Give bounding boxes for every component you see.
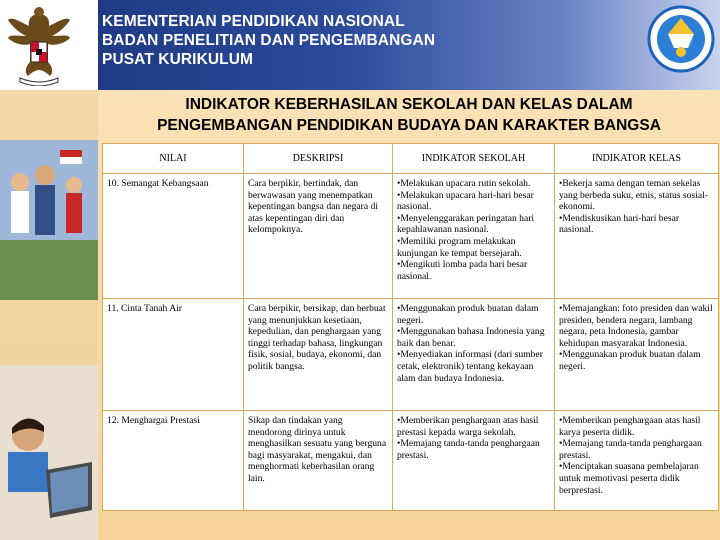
list-item: •Memajangkan: foto presiden dan wakil presiden, bendera negara, lambang negara, peta Indonesia, gambar kehidupan masyarakat Indonesia. (559, 303, 713, 349)
list-item: •Menciptakan suasana pembelajaran untuk memotivasi peserta didik berprestasi. (559, 461, 699, 496)
list-item: •Mendiskusikan hari-hari besar nasional. (559, 212, 680, 236)
list-item: •Menyediakan informasi (dari sumber cetak, elektronik) tentang kekayaan alam dan budaya Indonesia. (397, 349, 543, 384)
cell-deskripsi: Cara berpikir, bertindak, dan berwawasan yang menempatkan kepentingan bangsa dan negara di atas kepentingan diri dan kelompoknya. (244, 174, 393, 299)
list-item: •Mengikuti lomba pada hari besar nasional. (397, 259, 528, 282)
column-header-deskripsi: DESKRIPSI (244, 144, 393, 174)
table-row (103, 174, 719, 299)
list-item: •Melakukan upacara hari-hari besar nasional. (397, 189, 534, 213)
page-title-line-2: PENGEMBANGAN PENDIDIKAN BUDAYA DAN KARAKTER BANGSA (157, 117, 661, 134)
cell-indikator-kelas (555, 299, 719, 411)
header-line-ministry: KEMENTERIAN PENDIDIKAN NASIONAL (102, 13, 405, 30)
cell-indikator-kelas (555, 411, 719, 511)
list-item: •Menggunakan produk buatan dalam negeri. (559, 349, 701, 372)
cell-nilai: 10. Semangat Kebangsaan (103, 174, 244, 299)
decorative-photo-collage (0, 90, 98, 540)
list-item: •Menggunakan bahasa Indonesia yang baik dan benar. (397, 326, 545, 349)
cell-deskripsi: Cara berpikir, bersikap, dan berbuat yang menunjukkan kesetiaan, kepedulian, dan penghargaan yang tinggi terhadap bahasa, lingkungan fisik, sosial, budaya, ekonomi, dan politik bangsa. (244, 299, 393, 411)
cell-nilai: 12. Menghargai Prestasi (103, 411, 244, 511)
list-item: •Melakukan upacara rutin sekolah. (397, 178, 531, 189)
header-line-center: PUSAT KURIKULUM (102, 51, 254, 68)
list-item: •Bekerja sama dengan teman sekelas yang berbeda suku, etnis, status sosial-ekonomi. (559, 178, 708, 213)
cell-indikator-sekolah (393, 174, 555, 299)
list-item: •Memajang tanda-tanda penghargaan prestasi. (397, 438, 540, 461)
column-header-indikator-sekolah: INDIKATOR SEKOLAH (393, 144, 555, 174)
column-header-indikator-kelas: INDIKATOR KELAS (555, 144, 719, 174)
header-line-agency: BADAN PENELITIAN DAN PENGEMBANGAN (102, 32, 436, 49)
table-header-row (103, 144, 719, 174)
header-text (102, 12, 435, 69)
list-item: •Memajang tanda-tanda penghargaan prestasi. (559, 438, 702, 461)
list-item: •Menggunakan produk buatan dalam negeri. (397, 303, 539, 326)
cell-nilai: 11. Cinta Tanah Air (103, 299, 244, 411)
list-item: •Memberikan penghargaan atas hasil prestasi kepada warga sekolah. (397, 415, 539, 438)
garuda-emblem-icon (6, 4, 72, 86)
list-item: •Memiliki program melakukan kunjungan ke tempat bersejarah. (397, 235, 522, 259)
cell-indikator-sekolah (393, 411, 555, 511)
list-item: •Menyelenggarakan peringatan hari kepahlawanan nasional. (397, 212, 535, 236)
table-row (103, 411, 719, 511)
photo-strip (0, 90, 98, 540)
page-title (98, 94, 720, 136)
cell-indikator-sekolah (393, 299, 555, 411)
indicator-table (102, 143, 719, 511)
page-title-line-1: INDIKATOR KEBERHASILAN SEKOLAH DAN KELAS DALAM (185, 96, 633, 113)
list-item: •Memberikan penghargaan atas hasil karya peserta didik. (559, 415, 701, 438)
cell-indikator-kelas (555, 174, 719, 299)
tut-wuri-handayani-logo-icon (646, 4, 716, 74)
column-header-nilai: NILAI (103, 144, 244, 174)
table-row (103, 299, 719, 411)
cell-deskripsi: Sikap dan tindakan yang mendorong dirinya untuk menghasilkan sesuatu yang berguna bagi masyarakat, mengakui, dan menghormati keberhasilan orang lain. (244, 411, 393, 511)
